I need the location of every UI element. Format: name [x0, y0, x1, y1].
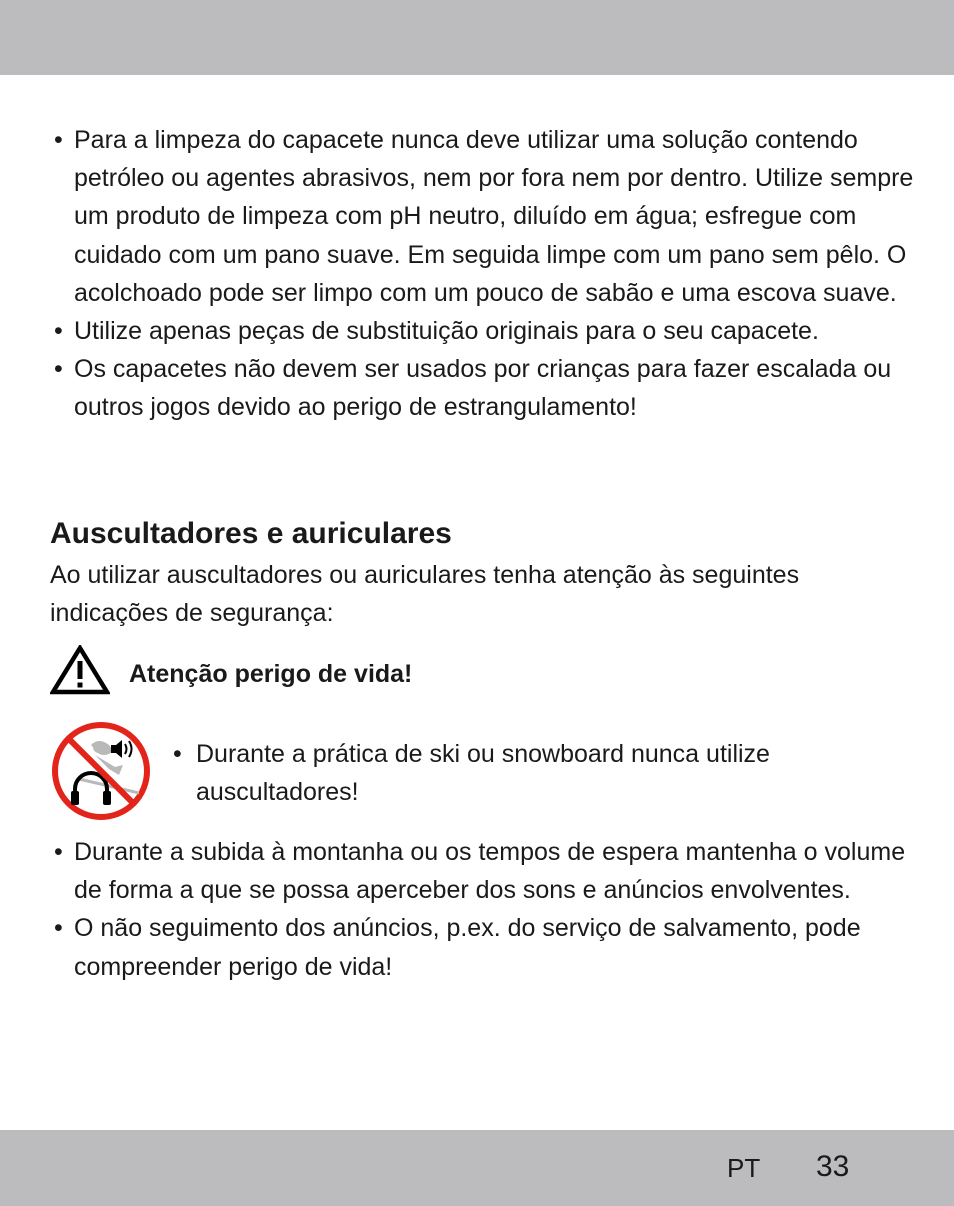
bullet-dot: • [54, 126, 63, 154]
volume-bullet-list [50, 833, 920, 986]
language-code: PT [727, 1153, 761, 1183]
no-headphones-icon [51, 721, 151, 821]
list-item [50, 909, 920, 985]
list-item-text: Durante a subida à montanha ou os tempos de espera mantenha o volume de forma a que se possa aperceber dos sons e anúncios envolventes. [74, 838, 906, 905]
bullet-dot: • [54, 355, 63, 384]
list-item-text: Utilize apenas peças de substituição originais para o seu capacete. [74, 317, 819, 346]
page-number: 33 [816, 1150, 850, 1183]
list-item [50, 350, 920, 426]
list-item-text: Os capacetes não devem ser usados por crianças para fazer escalada ou outros jogos devido ao perigo de estrangulamento! [74, 355, 892, 422]
section-intro: Ao utilizar auscultadores ou auriculares tenha atenção às seguintes indicações de segurança: [50, 561, 800, 628]
list-item-text: O não seguimento dos anúncios, p.ex. do serviço de salvamento, pode compreender perigo de vida! [74, 914, 861, 981]
bullet-dot: • [54, 838, 63, 866]
list-item [170, 735, 870, 811]
bullet-dot: • [173, 740, 182, 768]
icon-note [170, 735, 870, 811]
list-item [50, 833, 920, 909]
cleaning-bullet-list [50, 121, 920, 427]
footer-band [0, 1130, 954, 1206]
list-item [50, 121, 920, 312]
list-item [50, 312, 920, 350]
section-heading: Auscultadores e auriculares [50, 517, 452, 550]
warning-title: Atenção perigo de vida! [129, 660, 413, 688]
bullet-dot: • [54, 317, 63, 346]
list-item-text: Para a limpeza do capacete nunca deve utilizar uma solução contendo petróleo ou agentes abrasivos, nem por fora nem por dentro. Utilize sempre um produto de limpeza com pH neutro, diluído em água; esfregue com cuidado com um pano suave. Em seguida limpe com um pano sem pêlo. O acolchoado pode ser limpo com um pouco de sabão e uma escova suave. [74, 126, 914, 307]
list-item-text: Durante a prática de ski ou snowboard nunca utilize auscultadores! [196, 740, 770, 807]
warning-triangle-icon [50, 645, 110, 695]
bullet-dot: • [54, 914, 63, 943]
header-band [0, 0, 954, 75]
